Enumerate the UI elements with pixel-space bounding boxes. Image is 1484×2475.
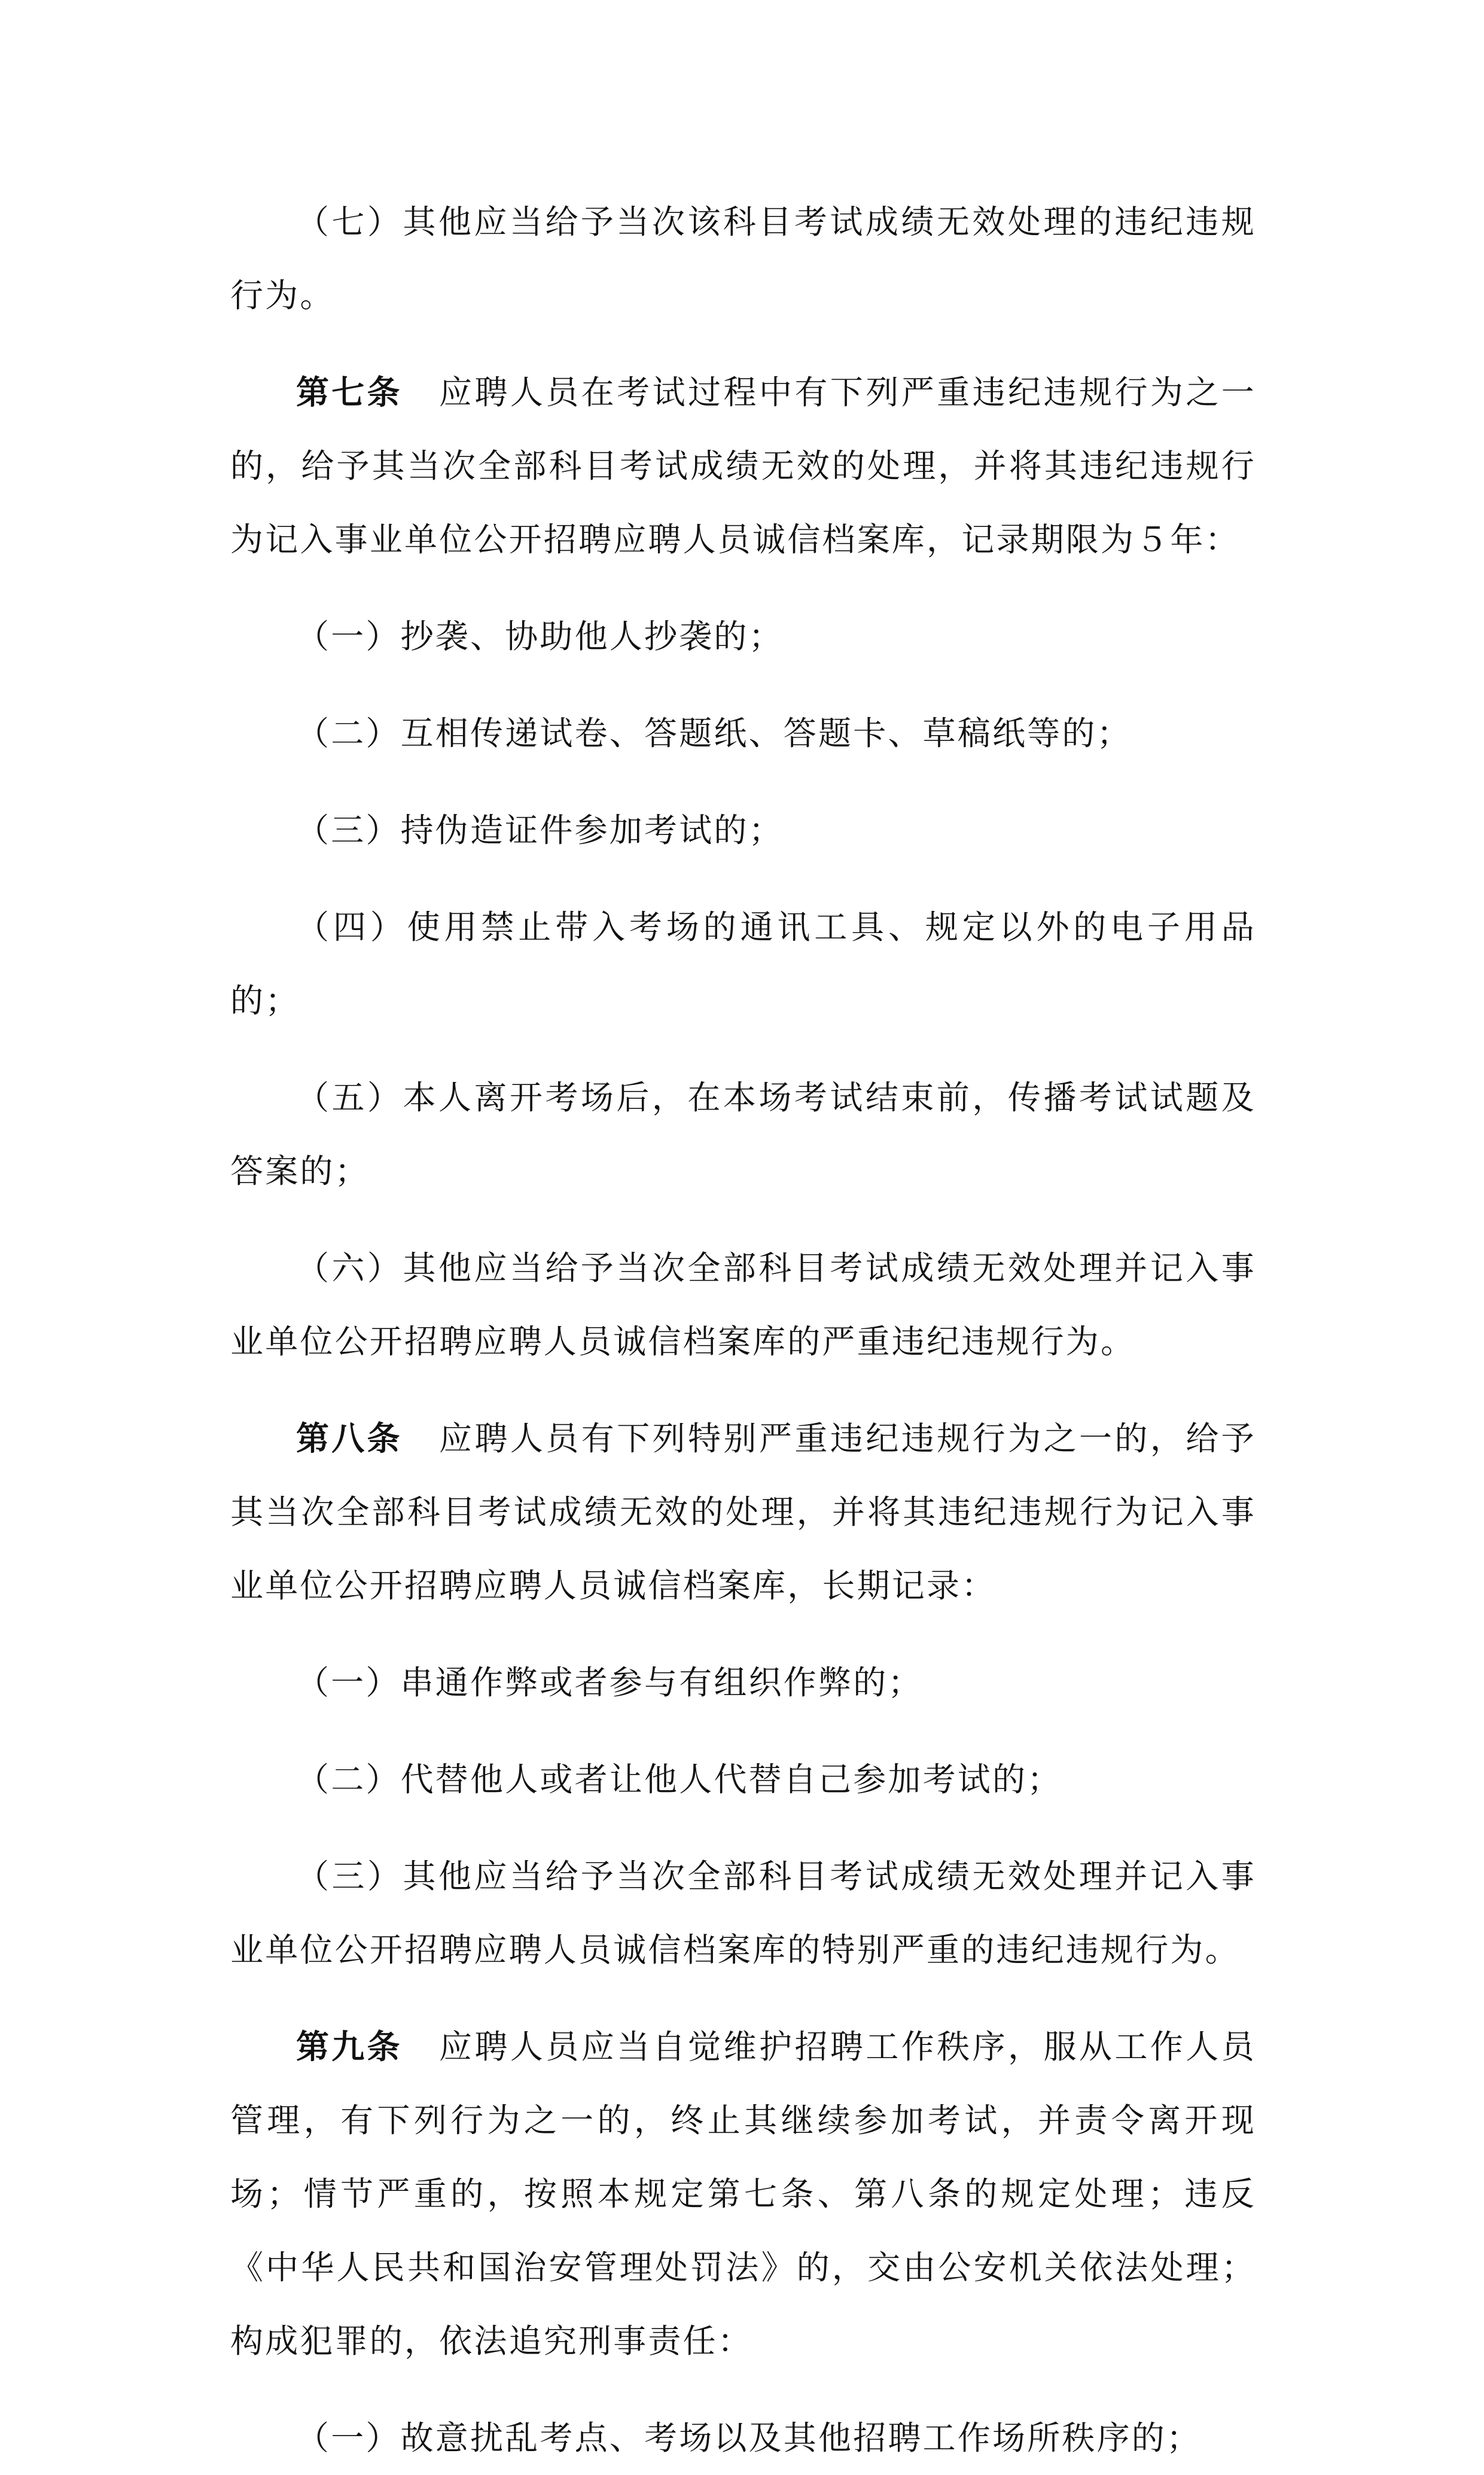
article-7-item-3 (230, 794, 1256, 867)
article-7 (230, 356, 1256, 577)
paragraph-text: （二）互相传递试卷、答题纸、答题卡、草稿纸等的； (296, 714, 1132, 752)
article-7-item-6 (230, 1232, 1256, 1379)
article-8-item-3 (230, 1840, 1256, 1987)
article-9 (230, 2010, 1256, 2378)
paragraph-text: （七）其他应当给予当次该科目考试成绩无效处理的违纪违规行为。 (230, 203, 1256, 315)
article-7-item-1 (230, 600, 1256, 673)
paragraph-text: 应聘人员应当自觉维护招聘工作秩序，服从工作人员管理，有下列行为之一的，终止其继续参加考试，并责令离开现场；情节严重的，按照本规定第七条、第八条的规定处理；违反《中华人民共和国治安管理处罚法》的，交由公安机关依法处理；构成犯罪的，依法追究刑事责任： (230, 2028, 1256, 2360)
article-label: 第九条 (296, 2028, 403, 2066)
article-9-item-1 (230, 2401, 1256, 2475)
article-7-item-2 (230, 697, 1256, 770)
paragraph-text: 应聘人员在考试过程中有下列严重违纪违规行为之一的，给予其当次全部科目考试成绩无效的处理，并将其违纪违规行为记入事业单位公开招聘应聘人员诚信档案库，记录期限为５年： (230, 373, 1256, 559)
article-label: 第八条 (296, 1419, 403, 1458)
paragraph-text: （一）故意扰乱考点、考场以及其他招聘工作场所秩序的； (296, 2419, 1202, 2457)
article-8 (230, 1402, 1256, 1623)
paragraph-text: （五）本人离开考场后，在本场考试结束前，传播考试试题及答案的； (230, 1078, 1256, 1190)
article-8-item-1 (230, 1646, 1256, 1720)
article-7-item-5 (230, 1061, 1256, 1208)
paragraph-text: （三）其他应当给予当次全部科目考试成绩无效处理并记入事业单位公开招聘应聘人员诚信档案库的特别严重的违纪违规行为。 (230, 1857, 1256, 1969)
paragraph-text: （二）代替他人或者让他人代替自己参加考试的； (296, 1760, 1062, 1799)
paragraph-text: （四）使用禁止带入考场的通讯工具、规定以外的电子用品的； (230, 908, 1256, 1020)
paragraph-text: （三）持伪造证件参加考试的； (296, 811, 784, 849)
article-8-item-2 (230, 1743, 1256, 1816)
article-7-item-4 (230, 891, 1256, 1038)
article-label: 第七条 (296, 373, 403, 412)
paragraph-text: （六）其他应当给予当次全部科目考试成绩无效处理并记入事业单位公开招聘应聘人员诚信档案库的严重违纪违规行为。 (230, 1249, 1256, 1361)
paragraph-text: （一）抄袭、协助他人抄袭的； (296, 617, 784, 656)
document-page (230, 185, 1256, 2475)
paragraph-text: （一）串通作弊或者参与有组织作弊的； (296, 1663, 923, 1702)
paragraph-item-7 (230, 185, 1256, 333)
paragraph-text: 应聘人员有下列特别严重违纪违规行为之一的，给予其当次全部科目考试成绩无效的处理，并将其违纪违规行为记入事业单位公开招聘应聘人员诚信档案库，长期记录： (230, 1419, 1256, 1605)
